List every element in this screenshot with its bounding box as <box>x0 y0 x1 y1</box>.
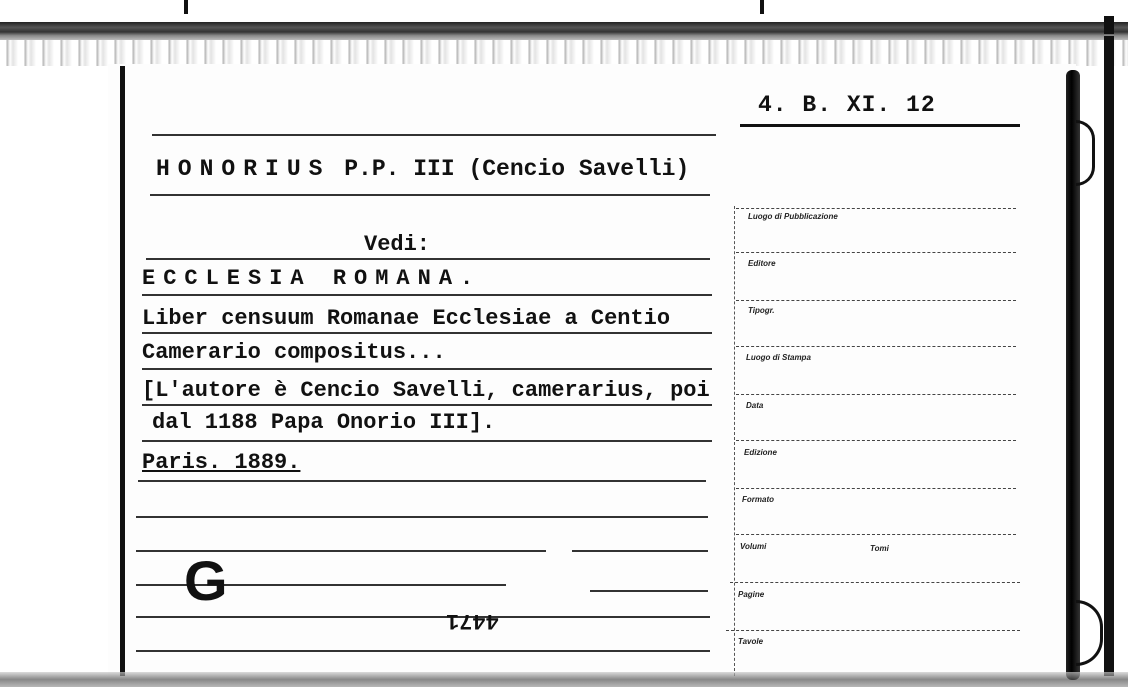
form-rule <box>736 440 1016 442</box>
collection-stamp-letter: G <box>184 549 228 612</box>
form-rule <box>736 488 1016 490</box>
scanner-shadow-band <box>0 22 1128 40</box>
ruled-line <box>142 404 712 406</box>
ruled-line <box>142 440 712 442</box>
field-tavole: Tavole <box>738 637 764 646</box>
edge-mark <box>184 0 188 14</box>
title-line: Camerario compositus... <box>142 340 446 365</box>
field-tipografia: Tipogr. <box>748 306 775 315</box>
ruled-line <box>136 516 708 518</box>
author-name: HONORIUS <box>156 156 331 182</box>
form-rule <box>726 630 1020 632</box>
author-heading <box>156 156 689 182</box>
note-line: dal 1188 Papa Onorio III]. <box>152 410 496 435</box>
ruled-line <box>150 194 710 196</box>
ruled-line <box>142 332 712 334</box>
card-notch <box>1076 120 1095 186</box>
ruled-line <box>142 368 712 370</box>
previous-card-edge <box>0 0 1128 22</box>
field-data: Data <box>746 401 764 410</box>
ruled-line <box>142 294 712 296</box>
field-formato: Formato <box>742 495 774 504</box>
ruled-line <box>138 480 706 482</box>
form-rule <box>730 582 1020 584</box>
see-reference-label: Vedi: <box>364 232 431 257</box>
field-volumi: Volumi <box>740 542 767 551</box>
form-rule <box>736 394 1016 396</box>
ruled-line <box>152 134 716 136</box>
field-edizione: Edizione <box>744 448 777 457</box>
ruled-line <box>572 550 708 552</box>
card-left-edge <box>120 66 125 676</box>
imprint: Paris. 1889. <box>142 450 301 475</box>
scanner-bottom-band <box>0 672 1128 687</box>
title-line: Liber censuum Romanae Ecclesiae a Centio <box>142 306 671 331</box>
ruled-line <box>146 258 710 260</box>
field-luogo-pubblicazione: Luogo di Pubblicazione <box>748 212 838 221</box>
scanner-noise-band <box>0 40 1128 66</box>
ruled-line <box>136 616 710 618</box>
form-rule <box>736 208 1016 210</box>
field-editore: Editore <box>748 259 776 268</box>
author-qualifier: P.P. III (Cencio Savelli) <box>330 156 690 182</box>
field-luogo-stampa: Luogo di Stampa <box>746 353 811 362</box>
shelfmark: 4. B. XI. 12 <box>758 92 936 118</box>
form-rule <box>736 300 1016 302</box>
note-line: [L'autore è Cencio Savelli, camerarius, poi <box>142 378 710 403</box>
field-pagine: Pagine <box>738 590 765 599</box>
form-rule <box>736 252 1016 254</box>
frame-edge <box>1104 36 1114 676</box>
ruled-line <box>590 590 708 592</box>
ruled-line <box>136 650 710 652</box>
shelfmark-underline <box>740 124 1020 127</box>
card-notch <box>1076 600 1103 666</box>
form-rule <box>736 534 1016 536</box>
inverted-inventory-number: 4471 <box>446 608 499 633</box>
subject-heading: ECCLESIA ROMANA. <box>142 266 482 291</box>
form-rule <box>736 346 1016 348</box>
field-tomi: Tomi <box>870 544 889 553</box>
edge-mark <box>760 0 764 14</box>
corner-mark <box>1104 16 1114 34</box>
